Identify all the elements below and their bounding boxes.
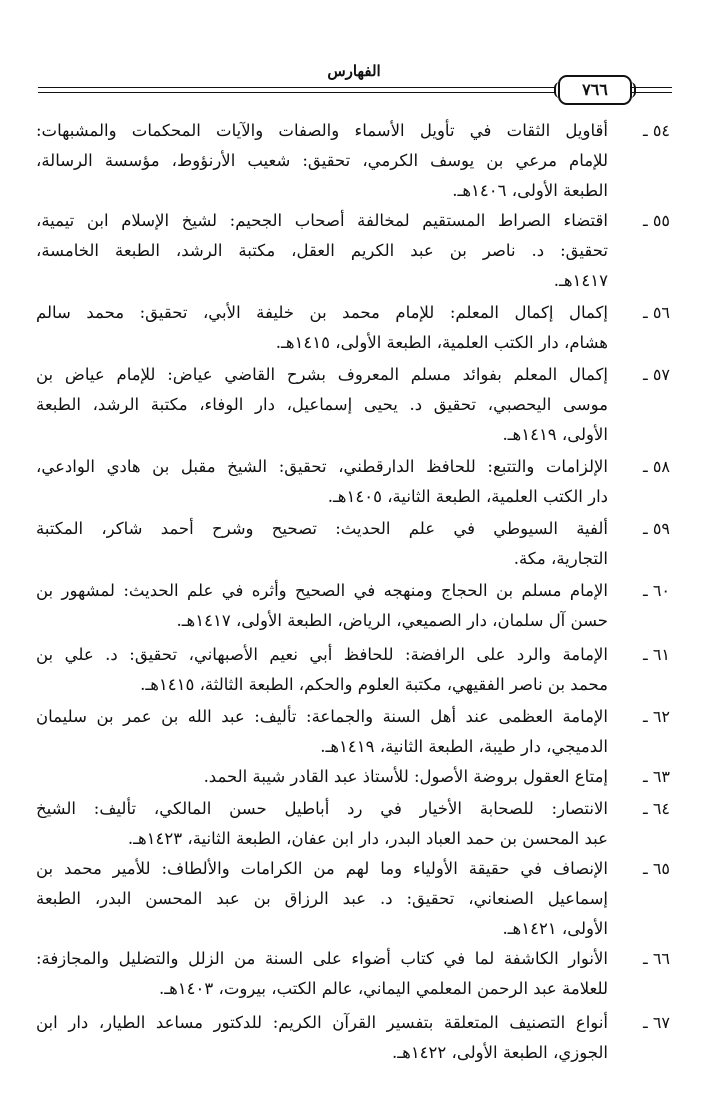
entry-line: ١٤١٧هـ. xyxy=(553,271,608,290)
entry-number: ٦٤ ـ xyxy=(643,799,670,818)
entry-line: الإمامة العظمى عند أهل السنة والجماعة: تأليف: عبد الله بن عمر بن سليمان xyxy=(36,707,608,726)
entry-line: الطبعة الأولى، ١٤٠٦هـ. xyxy=(452,181,608,200)
entry-line: هشام، دار الكتب العلمية، الطبعة الأولى، ١٤١٥هـ. xyxy=(275,333,608,352)
entry-line: محمد بن ناصر الفقيهي، مكتبة العلوم والحكم، الطبعة الثالثة، ١٤١٥هـ. xyxy=(140,675,608,694)
entry-line: إكمال المعلم بفوائد مسلم المعروف بشرح القاضي عياض: للإمام عياض بن xyxy=(36,365,608,384)
entry-line: إسماعيل الصنعاني، تحقيق: د. عبد الرزاق بن عبد المحسن البدر، الطبعة xyxy=(36,889,608,908)
entry-line: أقاويل الثقات في تأويل الأسماء والصفات والآيات المحكمات والمشبهات: xyxy=(36,121,608,140)
entry-number: ٦٣ ـ xyxy=(643,767,670,786)
entry-line: للعلامة عبد الرحمن المعلمي اليماني، عالم الكتب، بيروت، ١٤٠٣هـ. xyxy=(159,979,608,998)
entry-line: إكمال إكمال المعلم: للإمام محمد بن خليفة الأبي، تحقيق: محمد سالم xyxy=(36,303,608,322)
entry-line: الأولى، ١٤٢١هـ. xyxy=(502,919,608,938)
entry-line: إمتاع العقول بروضة الأصول: للأستاذ عبد القادر شيبة الحمد. xyxy=(203,767,608,786)
entry-number: ٥٥ ـ xyxy=(643,211,670,230)
header-rule-right-bottom xyxy=(632,92,672,93)
entry-number: ٥٩ ـ xyxy=(643,519,670,538)
entry-number: ٦٢ ـ xyxy=(643,707,670,726)
entry-number: ٦١ ـ xyxy=(643,645,670,664)
header-rule-bottom xyxy=(38,92,556,93)
entry-number: ٦٠ ـ xyxy=(643,581,670,600)
entry-line: التجارية، مكة. xyxy=(513,549,608,568)
entry-number: ٦٦ ـ xyxy=(643,949,670,968)
entry-line: اقتضاء الصراط المستقيم لمخالفة أصحاب الجحيم: لشيخ الإسلام ابن تيمية، xyxy=(36,211,608,230)
entry-line: الإمام مسلم بن الحجاج ومنهجه في الصحيح وأثره في علم الحديث: لمشهور بن xyxy=(36,581,608,600)
entry-line: دار الكتب العلمية، الطبعة الثانية، ١٤٠٥هـ. xyxy=(327,487,608,506)
entry-number: ٦٧ ـ xyxy=(643,1013,670,1032)
entry-line: الأولى، ١٤١٩هـ. xyxy=(502,425,608,444)
header-rule-top xyxy=(38,87,556,88)
entry-number: ٥٦ ـ xyxy=(643,303,670,322)
entry-line: الجوزي، الطبعة الأولى، ١٤٢٢هـ. xyxy=(392,1043,608,1062)
entry-line: للإمام مرعي بن يوسف الكرمي، تحقيق: شعيب الأرنؤوط، مؤسسة الرسالة، xyxy=(36,151,608,170)
entry-number: ٥٧ ـ xyxy=(643,365,670,384)
entry-line: الإلزامات والتتبع: للحافظ الدارقطني، تحقيق: الشيخ مقبل بن هادي الوادعي، xyxy=(36,457,608,476)
running-header-title: الفهارس xyxy=(327,62,381,80)
entry-number: ٥٨ ـ xyxy=(643,457,670,476)
page-number: ٧٦٦ xyxy=(582,80,608,99)
page-number-frame xyxy=(558,75,632,105)
entry-line: الإنصاف في حقيقة الأولياء وما لهم من الكرامات والألطاف: للأمير محمد بن xyxy=(36,859,608,878)
entry-line: أنواع التصنيف المتعلقة بتفسير القرآن الكريم: للدكتور مساعد الطيار، دار ابن xyxy=(36,1013,608,1032)
entry-line: الانتصار: للصحابة الأخيار في رد أباطيل حسن المالكي، تأليف: الشيخ xyxy=(36,799,608,818)
entry-line: ألفية السيوطي في علم الحديث: تصحيح وشرح أحمد شاكر، المكتبة xyxy=(36,519,608,538)
entry-line: الإمامة والرد على الرافضة: للحافظ أبي نعيم الأصبهاني، تحقيق: د. علي بن xyxy=(36,645,608,664)
entry-line: موسى اليحصبي، تحقيق د. يحيى إسماعيل، دار الوفاء، مكتبة الرشد، الطبعة xyxy=(36,395,608,414)
entry-line: تحقيق: د. ناصر بن عبد الكريم العقل، مكتبة الرشد، الطبعة الخامسة، xyxy=(36,241,608,260)
entry-line: الأنوار الكاشفة لما في كتاب أضواء على السنة من الزلل والتضليل والمجازفة: xyxy=(36,949,608,968)
entry-number: ٥٤ ـ xyxy=(643,121,670,140)
entry-line: حسن آل سلمان، دار الصميعي، الرياض، الطبعة الأولى، ١٤١٧هـ. xyxy=(176,611,608,630)
header-rule-right-top xyxy=(632,87,672,88)
entry-line: الدميجي، دار طيبة، الطبعة الثانية، ١٤١٩هـ. xyxy=(320,737,608,756)
entry-line: عبد المحسن بن حمد العباد البدر، دار ابن عفان، الطبعة الثانية، ١٤٢٣هـ. xyxy=(127,829,608,848)
entry-number: ٦٥ ـ xyxy=(643,859,670,878)
